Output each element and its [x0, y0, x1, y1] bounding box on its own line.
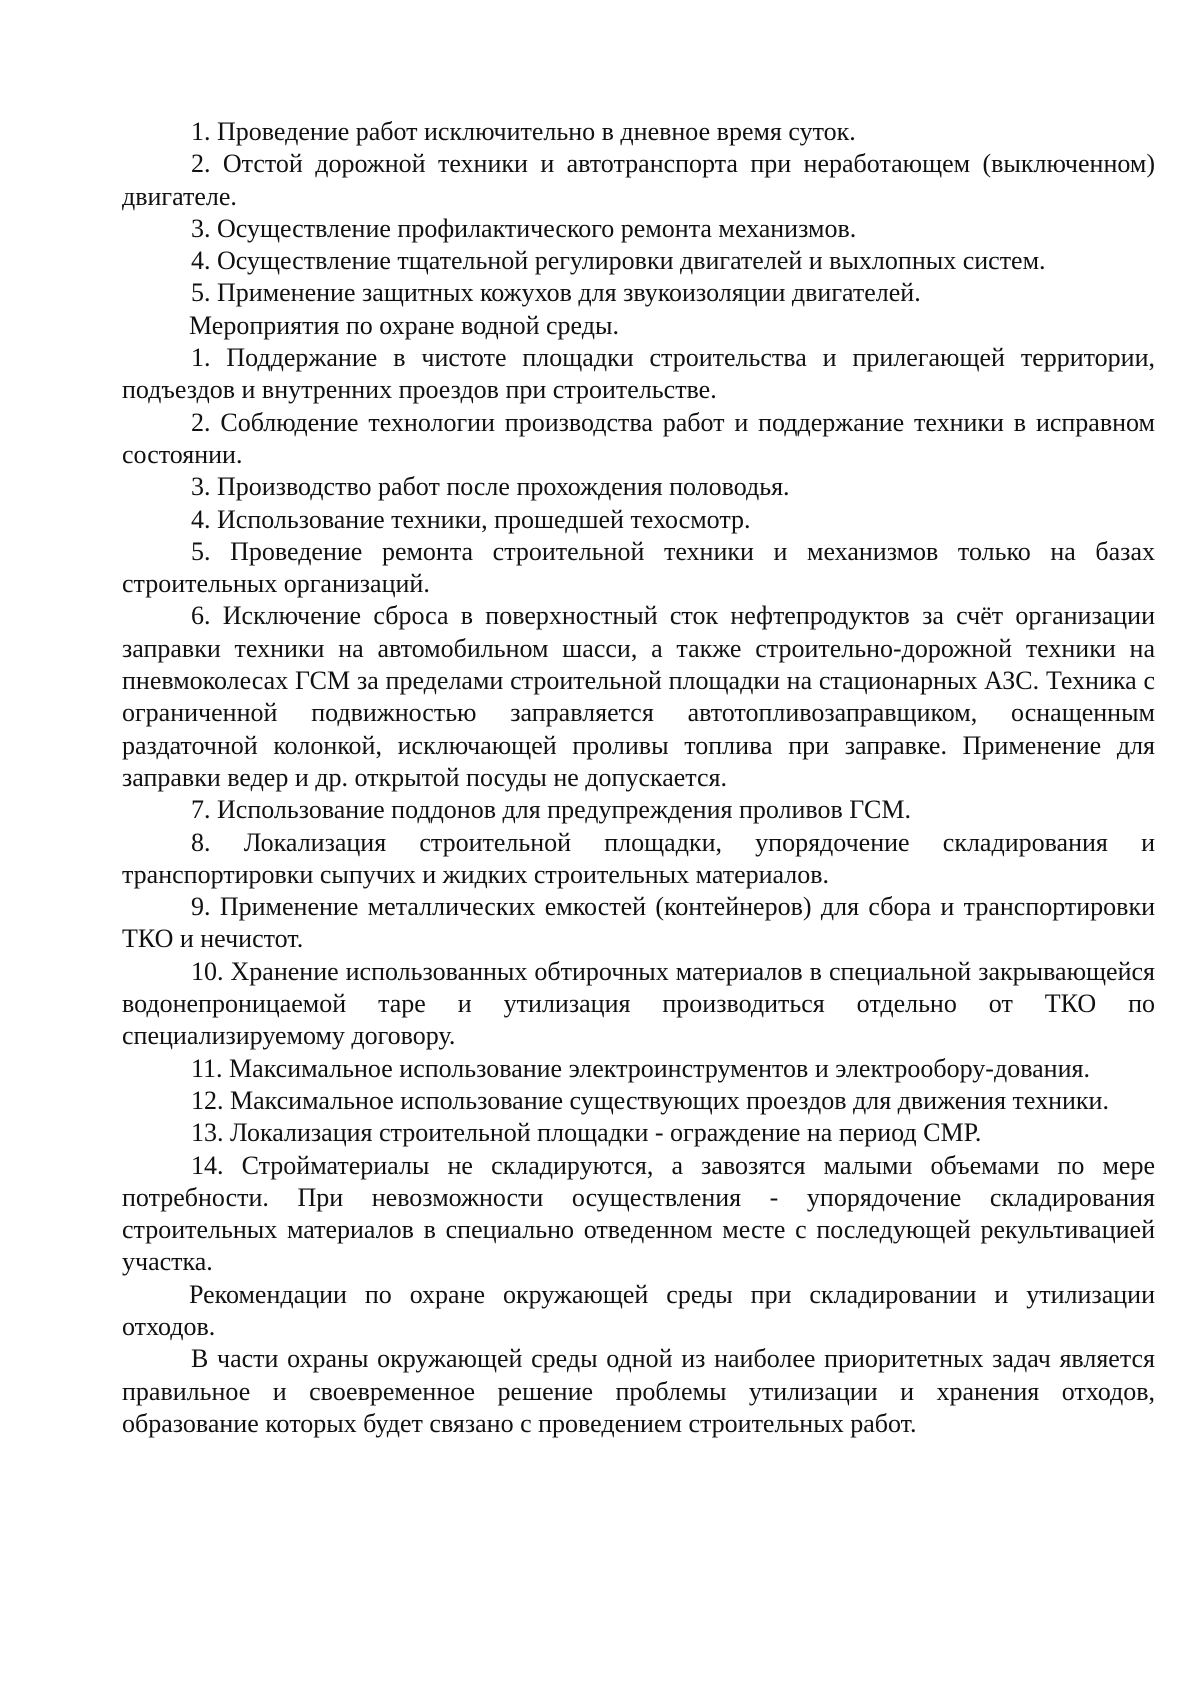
- noise-measure-2: 2. Отстой дорожной техники и автотранспорта при неработающем (выключенном) двигателе.: [122, 149, 1155, 211]
- water-measure-4: 4. Использование техники, прошедшей техосмотр.: [191, 504, 751, 534]
- water-measure-8: 8. Локализация строительной площадки, упорядочение складирования и транспортировки сыпучих и жидких строительных материалов.: [122, 827, 1155, 889]
- noise-measure-5: 5. Применение защитных кожухов для звукоизоляции двигателей.: [191, 278, 921, 308]
- water-measure-9: 9. Применение металлических емкостей (контейнеров) для сбора и транспортировки ТКО и нечистот.: [122, 892, 1155, 954]
- water-measure-10: 10. Хранение использованных обтирочных материалов в специальной закрывающейся водонепроницаемой таре и утилизация производиться отдельно от ТКО по специализируемому договору.: [122, 956, 1155, 1051]
- water-measure-2: 2. Соблюдение технологии производства работ и поддержание техники в исправном состоянии.: [122, 407, 1155, 469]
- noise-measure-4: 4. Осуществление тщательной регулировки двигателей и выхлопных систем.: [191, 246, 1046, 276]
- noise-measure-3: 3. Осуществление профилактического ремонта механизмов.: [191, 213, 857, 243]
- water-measure-1: 1. Поддержание в чистоте площадки строительства и прилегающей территории, подъездов и внутренних проездов при строительстве.: [122, 343, 1155, 405]
- noise-measure-1: 1. Проведение работ исключительно в дневное время суток.: [191, 117, 856, 146]
- water-measure-14: 14. Стройматериалы не складируются, а завозятся малыми объемами по мере потребности. При невозможности осуществления - упорядочение складирования строительных материалов в специально отведенном месте с последующей рекультивацией участка.: [122, 1150, 1155, 1277]
- water-measure-12: 12. Максимальное использование существующих проездов для движения техники.: [191, 1085, 1109, 1115]
- water-measure-3: 3. Производство работ после прохождения половодья.: [191, 472, 790, 502]
- water-measure-11: 11. Максимальное использование электроинструментов и электрообору-дования.: [191, 1053, 1090, 1083]
- water-measure-7: 7. Использование поддонов для предупреждения проливов ГСМ.: [191, 795, 911, 825]
- water-measure-6: 6. Исключение сброса в поверхностный сток нефтепродуктов за счёт организации заправки техники на автомобильном шасси, а также строительно-дорожной техники на пневмоколесах ГСМ за пределами строительной площадки на стационарных АЗС. Техника с ограниченной подвижностью заправляется автотопливозаправщиком, оснащенным раздаточной колонкой, исключающей проливы топлива при заправке. Применение для заправки ведер и др. открытой посуды не допускается.: [122, 601, 1155, 792]
- waste-intro-paragraph: В части охраны окружающей среды одной из наиболее приоритетных задач является правильное и своевременное решение проблемы утилизации и хранения отходов, образование которых будет связано с проведением строительных работ.: [122, 1344, 1155, 1438]
- water-measure-5: 5. Проведение ремонта строительной техники и механизмов только на базах строительных организаций.: [122, 536, 1155, 599]
- section-heading-waste: Рекомендации по охране окружающей среды при складировании и утилизации отходов.: [122, 1279, 1155, 1341]
- water-measure-13: 13. Локализация строительной площадки - ограждение на период СМР.: [191, 1118, 982, 1148]
- document-page: [122, 116, 1155, 1440]
- section-heading-water: Мероприятия по охране водной среды.: [189, 310, 619, 340]
